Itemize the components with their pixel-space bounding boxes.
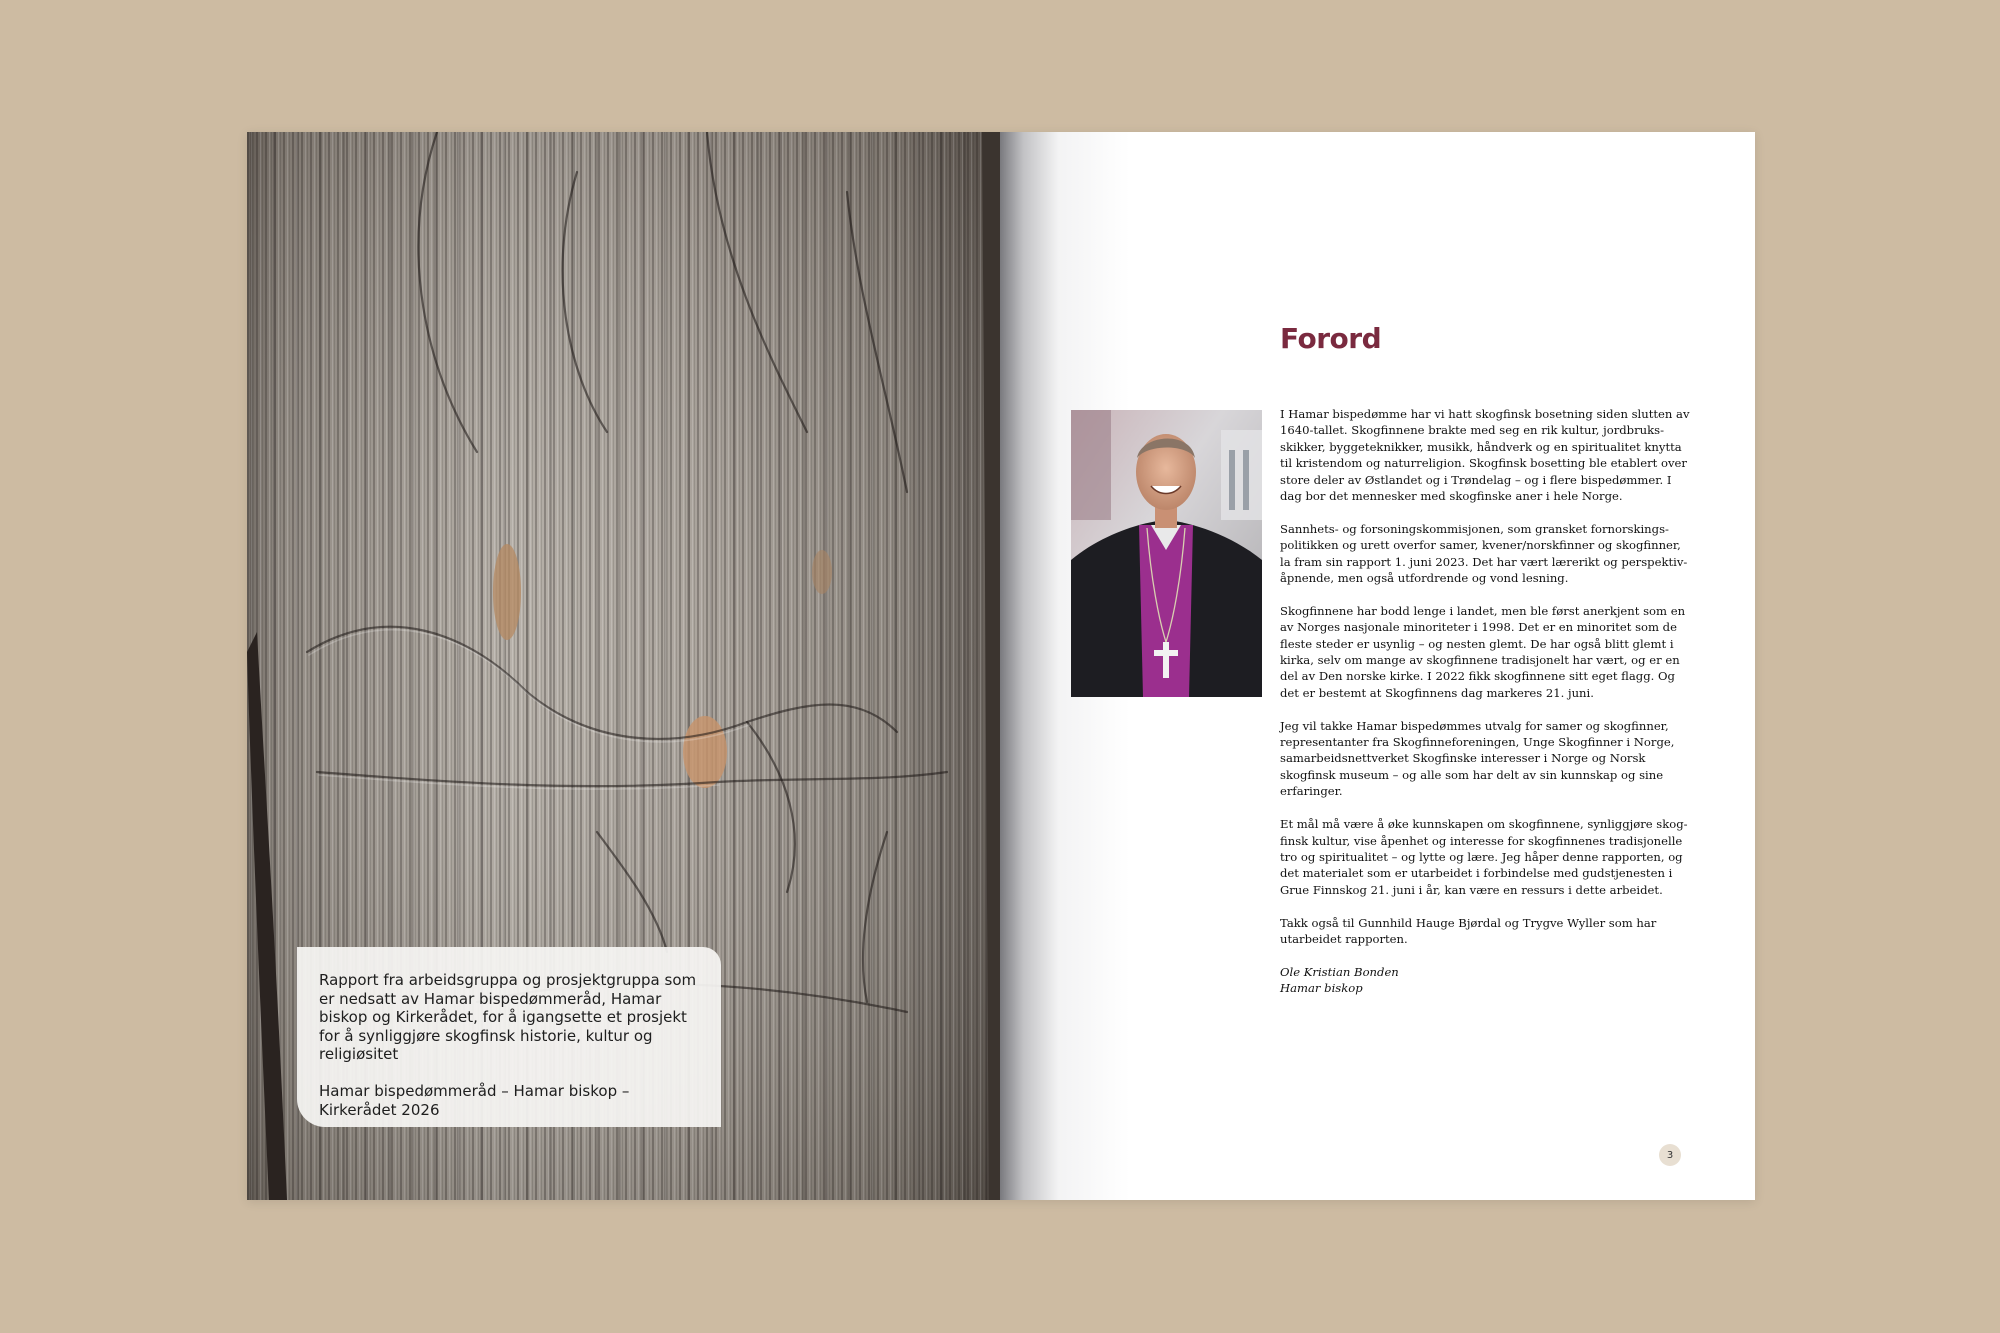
foreword-body [1280,406,1690,964]
foreword-paragraph: Et mål må være å øke kunnskapen om skogfinnene, synliggjøre skogfinsk kultur, vise åpenhet og interesse for skogfinnenes tradisjonelle tro og spiritualitet – og lytte og lære. Jeg håper denne rapporten, og det materialet som er utarbeidet i forbindelse med gudstjenesten i Grue Finnskog 21. juni i år, kan være en ressurs i dette arbeidet. [1280,817,1688,897]
foreword-paragraph: Sannhets- og forsoningskommisjonen, som gransket fornorskingspolitikken og urett overfor samer, kvener/norskfinner og skogfinner, la fram sin rapport 1. juni 2023. Det har vært lærerikt og perspektivåpnende, men også utfordrende og vond lesning. [1280,521,1688,586]
right-page [1000,132,1755,1200]
foreword-heading: Forord [1280,322,1382,355]
foreword-paragraph: Skogfinnene har bodd lenge i landet, men ble først anerkjent som en av Norges nasjonale minoriteter i 1998. Det er en minoritet som de fleste steder er usynlig – og nesten glemt. De har også blitt glemt i kirka, selv om mange av skogfinnene tradisjonelt har vært, og er en del av Den norske kirke. I 2022 fikk skogfinnene sitt eget flagg. Og det er bestemt at Skogfinnens dag markeres 21. juni. [1280,603,1686,700]
report-publishers-year: Hamar bispedømmeråd – Hamar biskop – Kirkerådet 2026 [319,1081,630,1119]
left-page [247,132,1000,1200]
foreword-paragraph: Jeg vil takke Hamar bispedømmes utvalg for samer og skogfinner, representanter fra Skogfinneforeningen, Unge Skogfinner i Norge, samarbeidsnettverket Skogfinske interesser i Norge og Norsk skogfinsk museum – og alle som har delt av sin kunnskap og sine erfaringer. [1280,718,1675,799]
report-description: Rapport fra arbeidsgruppa og prosjektgruppa som er nedsatt av Hamar bispedømmeråd, Hamar biskop og Kirkerådet, for å igangsette et prosjekt for å synliggjøre skogfinsk historie, kultur og religiøsitet [319,971,697,1064]
bishop-portrait-photo [1071,410,1262,697]
foreword-paragraph: Takk også til Gunnhild Hauge Bjørdal og Trygve Wyller som har utarbeidet rapporten. [1280,915,1657,946]
signature-block [1280,964,1399,997]
signature-name: Ole Kristian Bonden [1280,965,1399,979]
page-number-badge: 3 [1659,1144,1681,1166]
signature-title: Hamar biskop [1280,981,1363,996]
report-caption-box [297,947,721,1127]
foreword-paragraph: I Hamar bispedømme har vi hatt skogfinsk bosetning siden slutten av 1640-tallet. Skogfinnene brakte med seg en rik kultur, jordbruksskikker, byggeteknikker, musikk, håndverk og en spiritualitet knytta til kristendom og naturreligion. Skogfinsk bosetting ble etablert over store deler av Østlandet og i Trøndelag – og i flere bispedømmer. I dag bor det mennesker med skogfinske aner i hele Norge. [1280,407,1690,504]
book-spread [247,132,1755,1200]
